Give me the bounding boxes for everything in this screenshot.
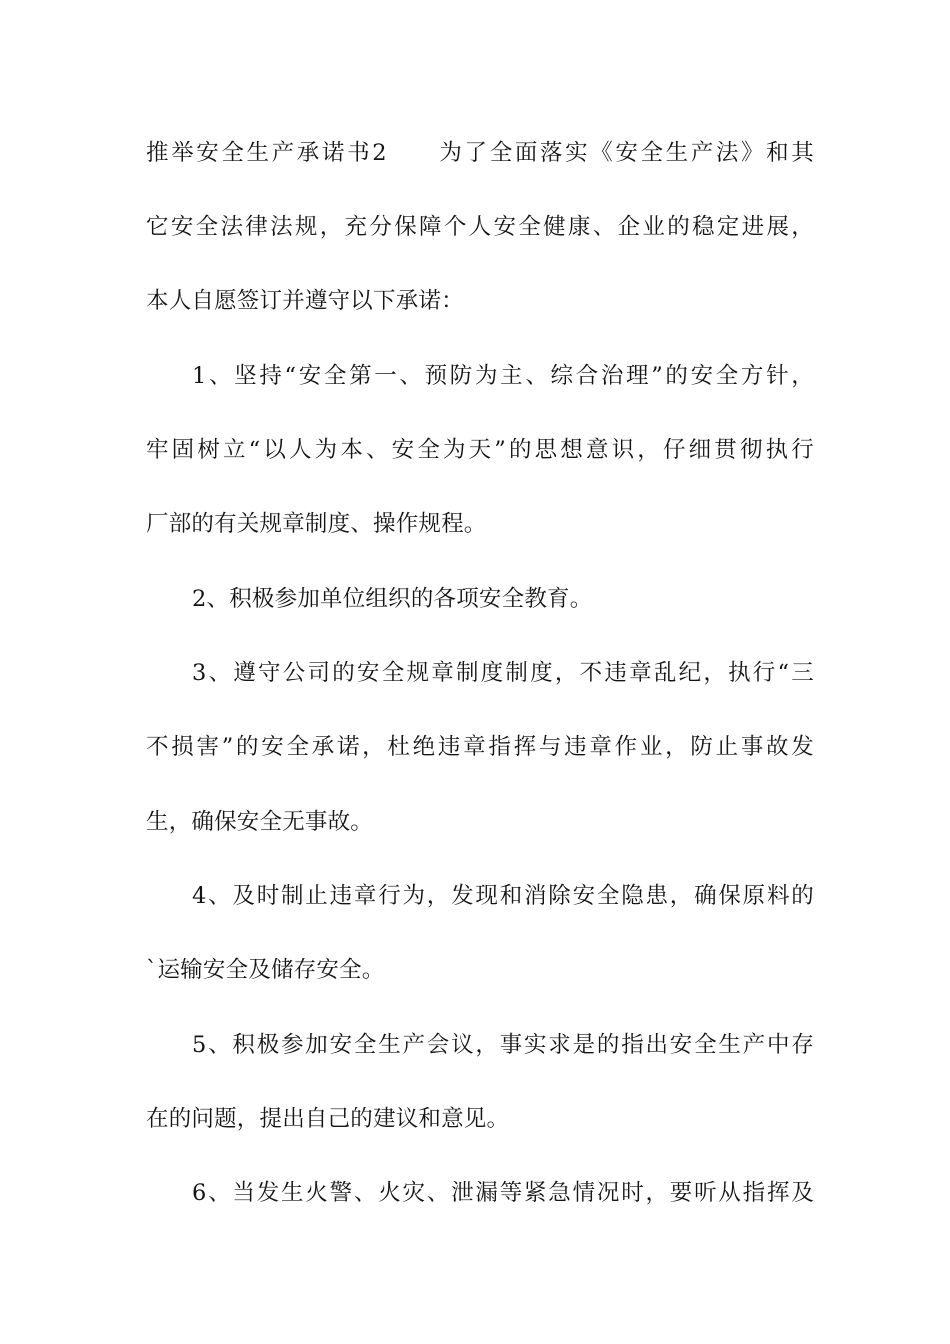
text-line-9: 不损害”的安全承诺，杜绝违章指挥与违章作业，防止事故发 <box>146 734 814 760</box>
text-line-8: 3、遵守公司的安全规章制度制度，不违章乱纪，执行“三 <box>192 660 814 686</box>
text-line-5: 牢固树立“以人为本、安全为天”的思想意识，仔细贯彻执行 <box>146 437 814 463</box>
text-line-4: 1、坚持“安全第一、预防为主、综合治理”的安全方针， <box>192 363 814 389</box>
text-line-15: 6、当发生火警、火灾、泄漏等紧急情况时，要听从指挥及 <box>192 1180 814 1206</box>
text-line-12: `运输安全及储存安全。 <box>146 957 385 983</box>
text-line-10: 生，确保安全无事故。 <box>146 809 374 835</box>
text-line-6: 厂部的有关规章制度、操作规程。 <box>146 511 487 537</box>
text-line-7: 2、积极参加单位组织的各项安全教育。 <box>192 586 593 612</box>
text-line-3: 本人自愿签订并遵守以下承诺： <box>146 288 464 314</box>
text-line-13: 5、积极参加安全生产会议，事实求是的指出安全生产中存 <box>192 1032 814 1058</box>
text-line-2: 它安全法律法规，充分保障个人安全健康、企业的稳定进展， <box>146 214 814 240</box>
text-line-14: 在的问题，提出自己的建议和意见。 <box>146 1106 510 1132</box>
text-line-11: 4、及时制止违章行为，发现和消除安全隐患，确保原料的 <box>192 883 814 909</box>
text-line-1: 推举安全生产承诺书2 为了全面落实《安全生产法》和其 <box>146 140 814 166</box>
